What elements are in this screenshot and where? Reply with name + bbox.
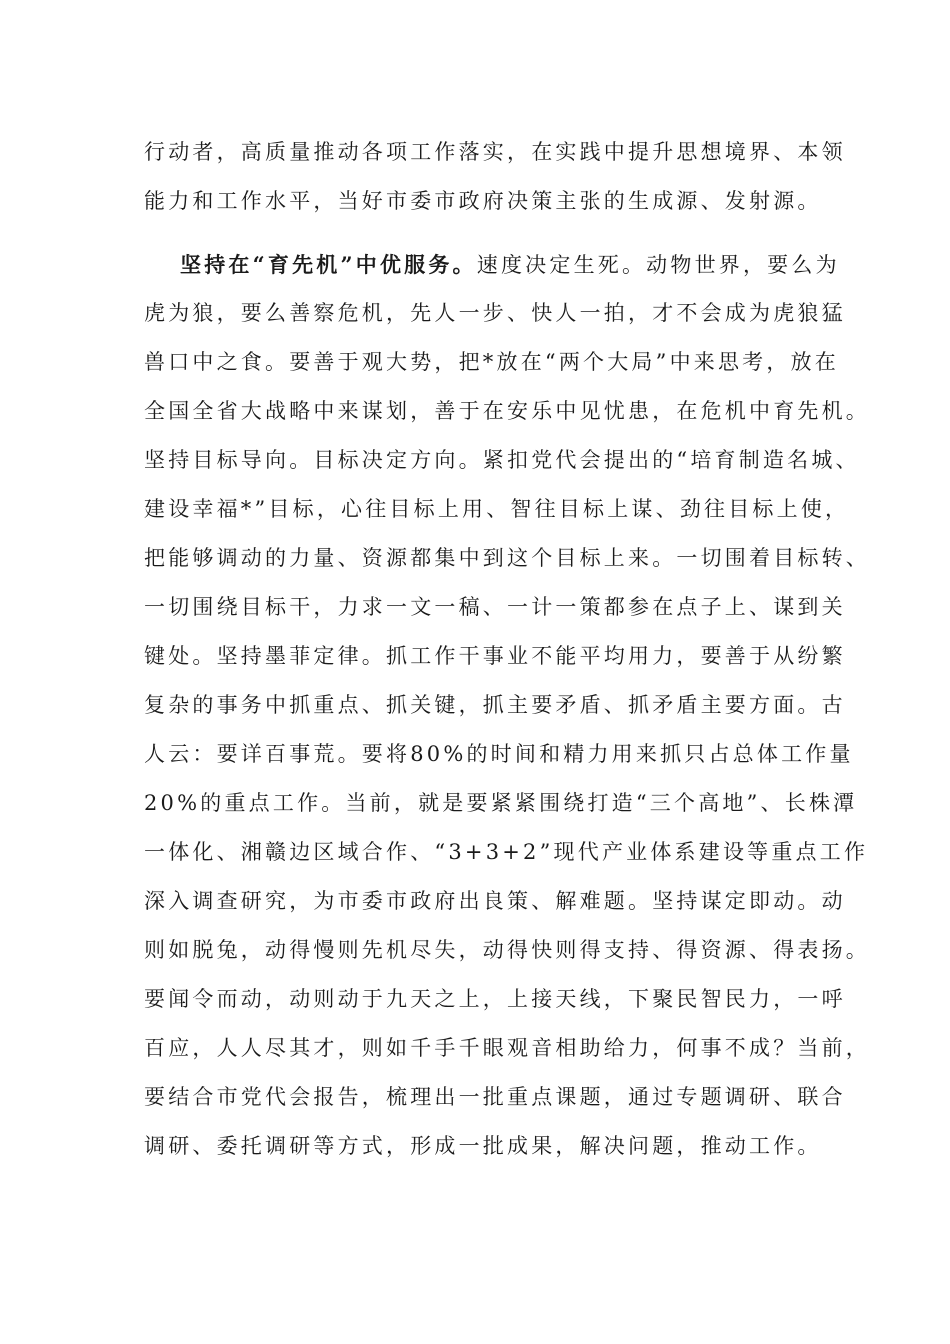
paragraph-first-line-text: 速度决定生死。动物世界，要么为 bbox=[476, 253, 840, 277]
paragraph-line: 全国全省大战略中来谋划，善于在安乐中见忧患，在危机中育先机。 bbox=[144, 399, 870, 423]
paragraph-heading: 坚持在“育先机”中优服务。 bbox=[180, 252, 477, 277]
paragraph-line: 则如脱兔，动得慢则先机尽失，动得快则得支持、得资源、得表扬。 bbox=[144, 938, 870, 962]
paragraph-line: 能力和工作水平，当好市委市政府决策主张的生成源、发射源。 bbox=[144, 189, 822, 213]
paragraph-line: 行动者，高质量推动各项工作落实，在实践中提升思想境界、本领 bbox=[144, 140, 846, 164]
paragraph-line: 虎为狼，要么善察危机，先人一步、快人一拍，才不会成为虎狼猛 bbox=[144, 301, 846, 325]
paragraph-line: 要闻令而动，动则动于九天之上，上接天线，下聚民智民力，一呼 bbox=[144, 987, 846, 1011]
paragraph-line: 一切围绕目标干，力求一文一稿、一计一策都参在点子上、谋到关 bbox=[144, 595, 846, 619]
paragraph-line: 百应，人人尽其才，则如千手千眼观音相助给力，何事不成？当前， bbox=[144, 1036, 870, 1060]
paragraph-line: 20%的重点工作。当前，就是要紧紧围绕打造“三个高地”、长株潭 bbox=[144, 791, 858, 815]
paragraph-line: 人云：要详百事荒。要将80%的时间和精力用来抓只占总体工作量 bbox=[144, 742, 854, 766]
paragraph-2 bbox=[144, 240, 870, 1171]
paragraph-line: 坚持目标导向。目标决定方向。紧扣党代会提出的“培育制造名城、 bbox=[144, 448, 860, 472]
paragraph-line: 一体化、湘赣边区域合作、“3+3+2”现代产业体系建设等重点工作 bbox=[144, 840, 869, 864]
paragraph-1 bbox=[144, 128, 846, 226]
paragraph-line: 键处。坚持墨菲定律。抓工作干事业不能平均用力，要善于从纷繁 bbox=[144, 644, 846, 668]
paragraph-line: 兽口中之食。要善于观大势，把*放在“两个大局”中来思考，放在 bbox=[144, 350, 839, 374]
paragraph-line: 深入调查研究，为市委市政府出良策、解难题。坚持谋定即动。动 bbox=[144, 889, 846, 913]
paragraph-line: 建设幸福*”目标，心往目标上用、智往目标上谋、劲往目标上使， bbox=[144, 497, 850, 521]
paragraph-first-line bbox=[144, 240, 840, 289]
paragraph-line: 调研、委托调研等方式，形成一批成果，解决问题，推动工作。 bbox=[144, 1134, 822, 1158]
paragraph-line: 复杂的事务中抓重点、抓关键，抓主要矛盾、抓矛盾主要方面。古 bbox=[144, 693, 846, 717]
paragraph-line: 要结合市党代会报告，梳理出一批重点课题，通过专题调研、联合 bbox=[144, 1085, 846, 1109]
paragraph-line: 把能够调动的力量、资源都集中到这个目标上来。一切围着目标转、 bbox=[144, 546, 870, 570]
